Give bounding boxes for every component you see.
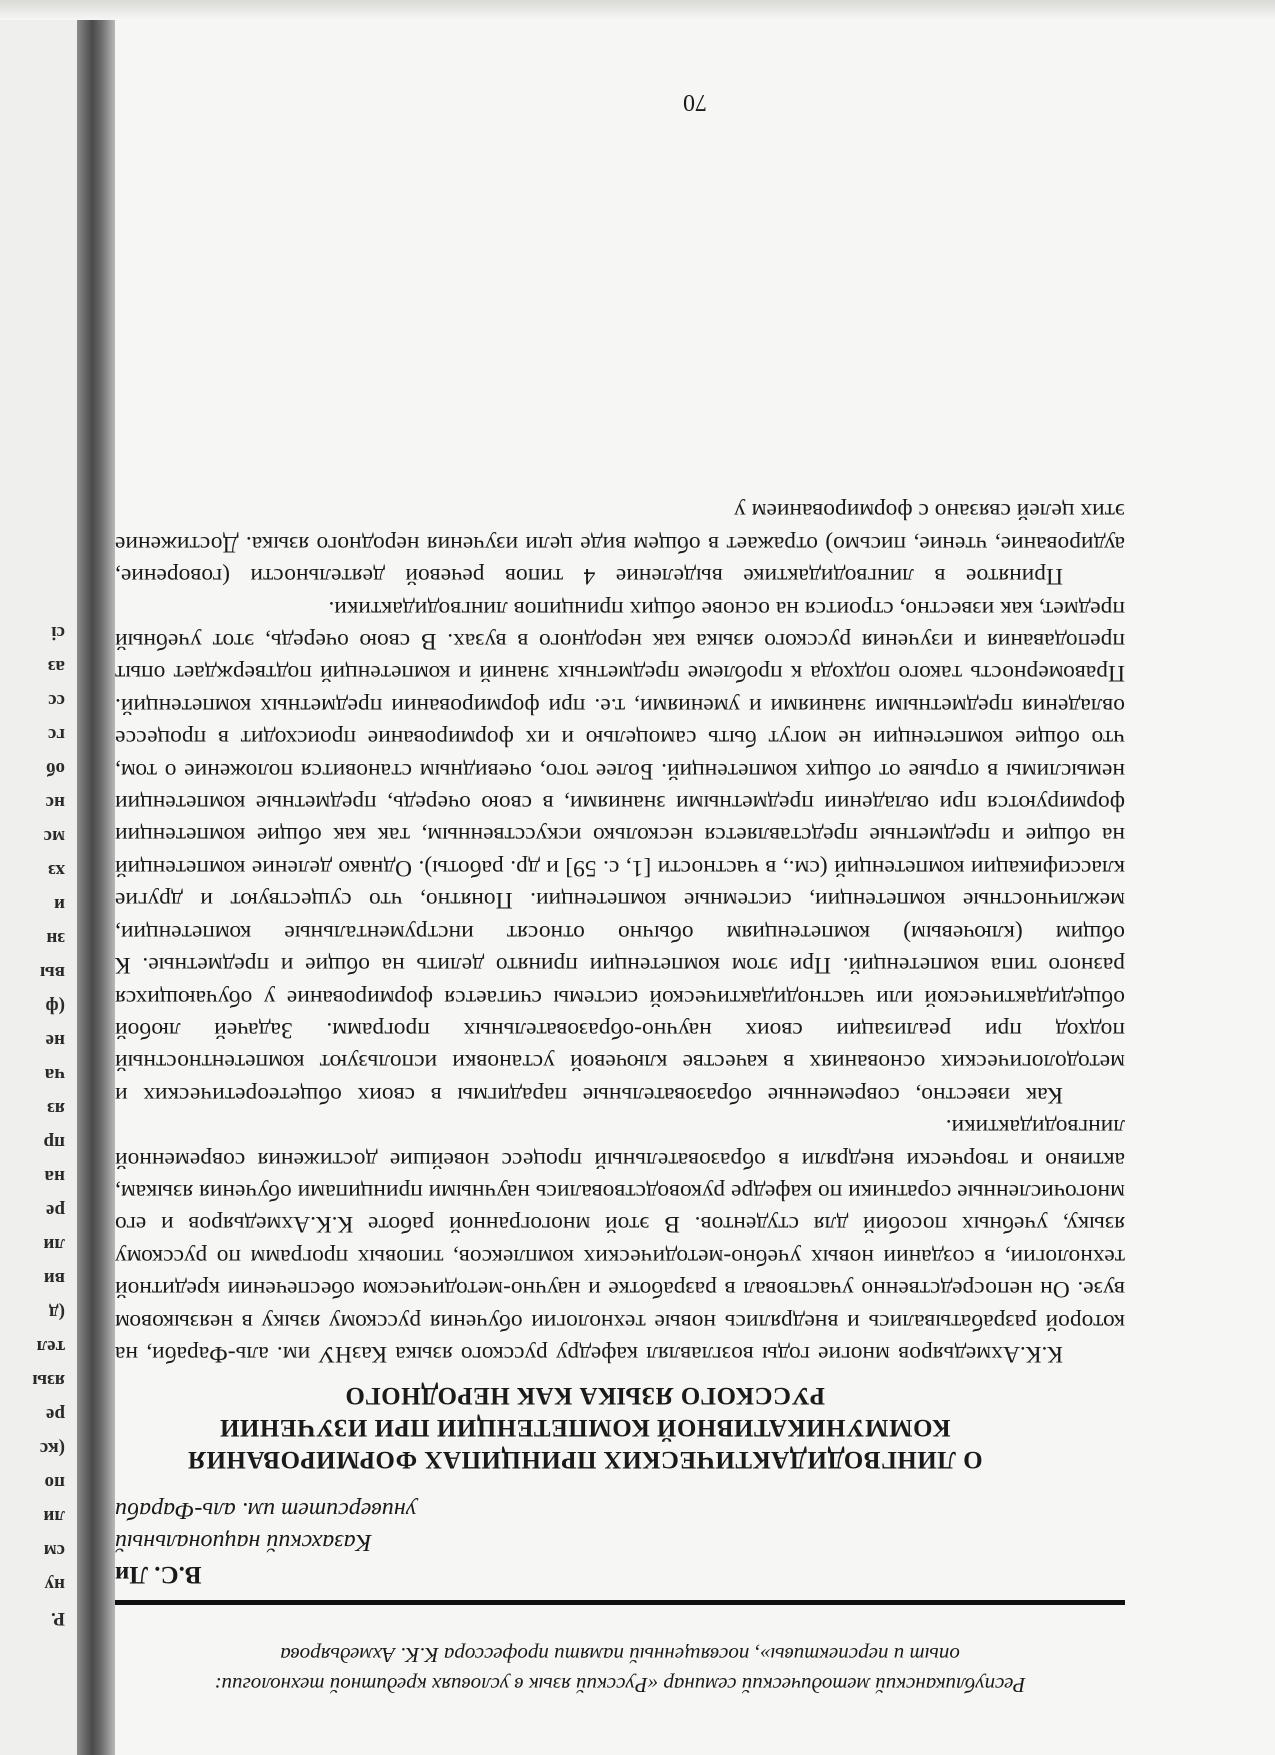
title-line-1: О ЛИНГВОДИДАКТИЧЕСКИХ ПРИНЦИПАХ ФОРМИРОВАНИЯ (187, 1446, 983, 1473)
fragment: хз (48, 860, 65, 881)
paragraph-2: Как известно, современные образовательные парадигмы в своих общетеоретических и методологических основаниях в качестве ключевой установки используют компетентностный подход при реализации своих научно-образовательных программ. Задачей любой общедидактической или частнодидактической системы считается формирование у обучающихся разного типа компетенций. При этом компетенции принято делить на общие и предметные. К общим (ключевым) компетенциям обычно относят инструментальные компетенции, межличностные компетенции, системные компетенции. Понятно, что существуют и другие классификации компетенций (см., в частности [1, с. 59] и др. работы). Однако деление компетенций на общие и предметные представляется несколько искусственным, так как общие компетенции формируются при овладении предметными знаниями, в свою очередь, предметные компетенции немыслимы в отрыве от общих компетенций. Более того, очевидным становится положение о том, что общие компетенции не могут быть самоцелью и их формирование происходит в процессе овладения предметными знаниями и умениями, т.е. при формировании предметных компетенций. Правомерность такого подхода к проблеме предметных знаний и компетенций подтверждает опыт преподавания и изучения русского языка как неродного в вузах. В свою очередь, этот учебный предмет, как известно, строится на основе общих принципов лингводидактики. (115, 595, 1125, 1108)
fragment: сс (48, 690, 65, 711)
paragraph-1: К.К.Ахмедьяров многие годы возглавлял кафедру русского языка КазНУ им. аль-Фараби, на которой разрабатывались и внедрялись новые технологии обучения русскому языку в неязыковом вузе. Он непосредственно участвовал в разработке и научно-методическом обеспечении кредитной технологии, в создании новых учебно-методических комплексов, типовых программ по русскому языку, учебных пособий для студентов. В этой многогранной работе К.К.Ахмедьяров и его многочисленные соратники по кафедре руководствовались научными принципами обучения языкам, активно и творчески внедряли в образовательный процесс новейшие достижения современной лингводидактики. (115, 1114, 1125, 1367)
article-title (145, 1379, 1025, 1475)
page-number: 70 (683, 89, 707, 115)
header-rule (115, 1600, 1125, 1605)
fragment: зн (46, 928, 65, 949)
running-header (115, 1640, 1125, 1700)
fragment: на (44, 1166, 65, 1187)
fragment: ча (44, 1064, 65, 1085)
fragment: нс (45, 792, 65, 813)
fragment: (ф (45, 996, 65, 1017)
fragment: тел (36, 1336, 65, 1357)
title-line-3: РУССКОГО ЯЗЫКА КАК НЕРОДНОГО (344, 1382, 826, 1409)
fragment: сі (51, 622, 65, 643)
fragment: ре (46, 1404, 65, 1425)
fragment: (кс (39, 1438, 65, 1459)
fragment: ви (43, 1268, 65, 1289)
fragment: Р. (51, 1608, 65, 1629)
scan-edge-band (0, 0, 1275, 20)
paragraph-3: Принятое в лингводидактике выделение 4 типов речевой деятельности (говорение, аудирование, чтение, письмо) отражает в общем виде цели изучения неродного языка. Достижение этих целей связано с формированием у (115, 498, 1125, 590)
fragment: ли (43, 1234, 65, 1255)
affiliation-line-1: Казахский национальный (115, 1529, 372, 1555)
fragment: (д (49, 1302, 65, 1323)
fragment: язы (32, 1370, 65, 1391)
fragment: см (43, 1540, 65, 1561)
fragment: ну (44, 1574, 65, 1595)
fragment: мс (43, 826, 65, 847)
header-line-1: Республиканский методический семинар «Русский язык в условиях кредитной технологии: (214, 1673, 1026, 1697)
fragment: ре (46, 1200, 65, 1221)
fragment: пр (43, 1132, 65, 1153)
header-line-2: опыт и перспективы», посвященный памяти профессора К.К. Ахмедьярова (280, 1643, 960, 1667)
fragment: яз (47, 1098, 65, 1119)
affiliation-line-2: университет им. аль-Фараби (115, 1497, 417, 1523)
fragment: и (54, 894, 65, 915)
fragment: ли (43, 1506, 65, 1527)
fragment: об (46, 758, 65, 779)
book-gutter-shadow (77, 0, 115, 1755)
fragment: не (45, 1030, 65, 1051)
facing-page-fragments (15, 615, 65, 1635)
fragment: по (44, 1472, 65, 1493)
title-line-2: КОММУНИКАТИВНОЙ КОМПЕТЕНЦИИ ПРИ ИЗУЧЕНИИ (219, 1414, 951, 1441)
author-affiliation (115, 1494, 1275, 1558)
fragment: гс (47, 724, 65, 745)
fragment: аз (47, 656, 65, 677)
fragment: вы (39, 962, 65, 983)
article-body (115, 495, 1125, 1370)
author-name: В.С. Ли (115, 1561, 202, 1588)
